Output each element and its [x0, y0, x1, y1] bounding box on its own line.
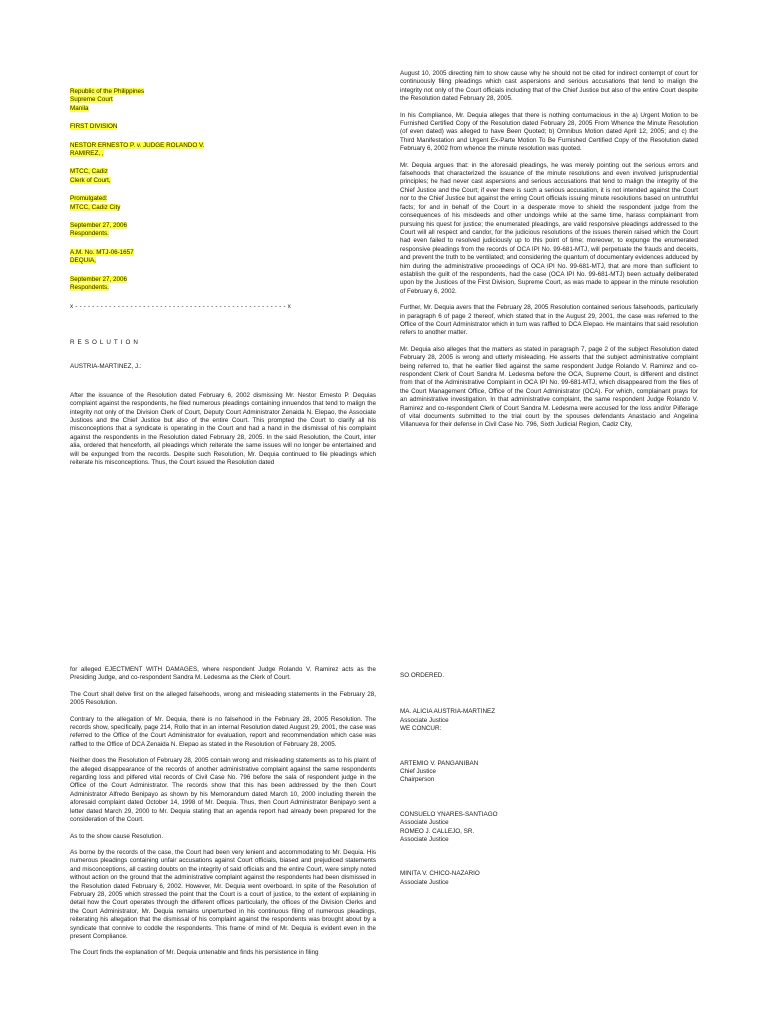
paragraph: Neither does the Resolution of February 28, 2005 contain wrong and misleading statements as to his plaint of the alleged disappearance of the records of another administrative complaint against the same respondents regarding loss and pilfered vital records of Civil Case No. 796 before the sala of respondent judge in the Office of the Court Administrator. The records show that this has been addressed by the then Court Administrator Alfredo Benipayo as shown by his Memorandum dated March 10, 2000 including therein the aforesaid complaint dated October 14, 1998 of Mr. Dequia. Thus, then Court Administrator Benipayo sent a letter dated March 29, 2000 to Mr. Dequia stating that an agenda report had already been prepared for the consideration of the Court. [70, 757, 376, 824]
case-number-block: A.M. No. MTJ-06-1657 DEQUIA, [70, 248, 134, 265]
signature-block [400, 811, 698, 845]
court-header [70, 88, 376, 113]
signatory-title: Associate Justice [400, 878, 449, 886]
paragraph: As to the show cause Resolution. [70, 832, 164, 840]
signatory-title: Chief Justice [400, 768, 437, 776]
court-block: MTCC, Cadiz Clerk of Court, [70, 168, 111, 184]
date-block: September 27, 2006 Respondents. [70, 222, 128, 238]
paragraph: After the issuance of the Resolution dated February 6, 2002 dismissing Mr. Nestor Ernesto P. Dequias complaint against the respondents, he filed numerous pleadings containing innuendos that tend to malign the integrity not only of the Division Clerk of Court, Deputy Court Administrator Zenaida N. Elepao, the Associate Justices and the Chief Justice but also of the entire Court. This prompted the Court to clarify all his misconceptions that a syndicate is operating in the Court and had a hand in the dismissal of his complaint against the respondents in the Resolution dated February 28, 2005. In the said Resolution, the Court, inter alia, ordered that henceforth, all pleadings which reiterate the same issues will no longer be entertained and will be expunged from the records. Despite such Resolution, Mr. Dequia continued to file pleadings which reiterate his misconceptions. Thus, the Court issued the Resolution dated [70, 391, 376, 466]
signatory-name: ARTEMIO V. PANGANIBAN [400, 759, 479, 767]
right-column-top [400, 70, 698, 438]
concurrence-label: WE CONCUR: [400, 725, 442, 733]
promulgated-block: Promulgated: MTCC, Cadiz City [70, 195, 121, 211]
paragraph: Further, Mr. Dequia avers that the February 28, 2005 Resolution contained serious falsehoods, particularly in paragraph 6 of page 2 thereof, which stated that in the August 29, 2001, the case was referred to the Office of the Court Administrator which in turn was raffled to DCA Elepao. He maintains that said resolution refers to another matter. [400, 304, 698, 337]
signatory-name: MINITA V. CHICO-NAZARIO [400, 870, 480, 878]
paragraph: August 10, 2005 directing him to show cause why he should not be cited for indirect contempt of court for continuously filing pleadings which cast aspersions and serious accusations that tend to malign the integrity not only of the Court officials including that of the Chief Justice but also of the entire Court despite the Resolution dated February 28, 2005. [400, 70, 698, 103]
signatory-name: CONSUELO YNARES-SANTIAGO [400, 810, 498, 818]
paragraph: Mr. Dequia also alleges that the matters as stated in paragraph 7, page 2 of the subject Resolution dated February 28, 2005 is wrong and utterly misleading. He asserts that the subject administrative complaint being referred to, that he earlier filed against the same respondent Judge Rolando V. Ramirez and co-respondent Clerk of Court Sandra M. Ledesma before the OCA, Supreme Court, is different and distinct from that of the Administrative Complaint in OCA IPI No. 99-681-MTJ, which disappeared from the files of the Court Management Office, Office of the Court Administrator (OCA). For which, complainant prays for an administrative investigation. In that administrative complaint, the same respondent Judge Rolando V. Ramirez and co-respondent Clerk of Court Sandra M. Ledesma were accused for the loss and/or Pilferage of vital documents submitted to the trial court by the spouses defendants Anastacio and Angelina Villanueva for their defense in Civil Case No. 796, Sixth Judicial Region, Cadiz City, [400, 345, 698, 429]
left-column-top [70, 88, 376, 475]
so-ordered: SO ORDERED. [400, 672, 445, 679]
left-column-bottom [70, 666, 376, 966]
paragraph: for alleged EJECTMENT WITH DAMAGES, where respondent Judge Rolando V. Ramirez acts as the Presiding Judge, and co-respondent Sandra M. Ledesma as the Clerk of Court. [70, 666, 376, 682]
paragraph: The Court shall delve first on the alleged falsehoods, wrong and misleading statements in the February 28, 2005 Resolution. [70, 690, 376, 707]
date-block: September 27, 2006 Respondents. [70, 275, 128, 292]
signatory-title: Associate Justice [400, 819, 449, 827]
signatory-name: MA. ALICIA AUSTRIA-MARTINEZ [400, 708, 496, 716]
document-title: RESOLUTION [70, 338, 141, 346]
signatory-name: ROMEO J. CALLEJO, SR. [400, 827, 475, 835]
signature-block [400, 870, 698, 887]
paragraph: As borne by the records of the case, the Court had been very lenient and accommodating to Mr. Dequia. His numerous pleadings containing unfair accusations against Court officials, biased and prejudiced statements and misconceptions, all casting doubts on the integrity of said officials and the entire Court, were simply noted without action on the ground that the administrative complaint against the respondents had been dismissed in the Resolution dated February 6, 2002. However, Mr. Dequia went overboard. In spite of the Resolution of February 28, 2005 which stressed the point that the Court is a court of justice, to the extent of explaining in detail how the Court operates through the different offices particularly, the offices of the Division Clerks and the Court Administrator, Mr. Dequia remains unperturbed in his continuous filing of numerous pleadings, reiterating his allegation that the dismissal of his complaint against the respondents was brought about by a syndicate that connive to coddle the respondents. This frame of mind of Mr. Dequia is evident even in the present Compliance. [70, 848, 376, 940]
paragraph: Mr. Dequia argues that: in the aforesaid pleadings, he was merely pointing out the serious errors and falsehoods that characterized the issuance of the minute resolutions and even involved jurisprudential principles; he had never cast aspersions and serious accusations that tend to malign the integrity of the Chief Justice and the Court; if ever there is such a serious accusation, it is not intended against the Court nor to the Chief Justice but against the erring Court officials issuing minute resolutions based on untruthful facts; for and in behalf of the Court in a desperate move to shield the respondent judge from the consequences of his misdeeds and other undoings while at the same time, harass complainant from pursuing his quest for justice; the enumerated pleadings, are valid responsive pleadings addressed to the Court will all respect and candor, for the judicious resolutions of the issues therein raised which the Court had even failed to resolved judiciously up to this point of time; moreover, to expunge the enumerated responsive pleadings from the records of OCA IPI No. 99-681-MTJ, will perpetuate the frauds and deceits, and prevent the truth to be ventilated; and considering the quantum of documentary evidences adduced by him during the administrative proceedings of OCA IPI No. 99-681-MTJ, that are more than sufficient to establish the guilt of the respondents, had the case (OCA IPI No. 99-681-MTJ) been actually deliberated upon by the Justices of the First Division, Supreme Court, as was made to appear in the minute resolution of February 6, 2002. [400, 161, 698, 295]
header-line: Supreme Court [70, 96, 113, 104]
signature-block [400, 708, 698, 733]
signature-block [400, 760, 698, 785]
signatory-title: Associate Justice [400, 716, 449, 724]
header-line: Manila [70, 104, 89, 112]
signatory-title: Associate Justice [400, 836, 449, 844]
signatory-role: Chairperson [400, 776, 435, 784]
header-line: Republic of the Philippines [70, 88, 145, 95]
paragraph: Contrary to the allegation of Mr. Dequia, there is no falsehood in the February 28, 2005 Resolution. The records show, specifically, page 214, Rollo that in an internal Resolution dated August 29, 2001, the case was referred to the Office of the Court Administrator for evaluation, report and recommendation which case was raffled to the Office of DCA Zenaida N. Elepao as stated in the Resolution of February 28, 2005. [70, 715, 376, 748]
parties-block: NESTOR ERNESTO P. v. JUDGE ROLANDO V. RAMIREZ, , [70, 141, 205, 158]
right-column-bottom [400, 672, 698, 913]
caption-divider: x - - - - - - - - - - - - - - - - - - - - - - - - - - - - - - - - - - - - - - - - - - - - - - - - - - x [70, 302, 291, 310]
paragraph: In his Compliance, Mr. Dequia alleges that there is nothing contumacious in the a) Urgent Motion to be Furnished Certified Copy of the Resolution dated February 28, 2005 From Whence the Minute Resolution (of even dated) was alleged to have Been Quoted; b) Omnibus Motion dated April 12, 2005; and c) the Third Manifestation and Urgent Ex-Parte Motion To Be Furnished Certified Copy of the Resolution dated February 6, 2002 from whence the minute resolution was quoted. [400, 111, 698, 153]
division-label: FIRST DIVISION [70, 123, 118, 131]
paragraph: The Court finds the explanation of Mr. Dequia untenable and finds his persistence in filing [70, 949, 319, 957]
ponente: AUSTRIA-MARTINEZ, J.: [70, 363, 142, 371]
